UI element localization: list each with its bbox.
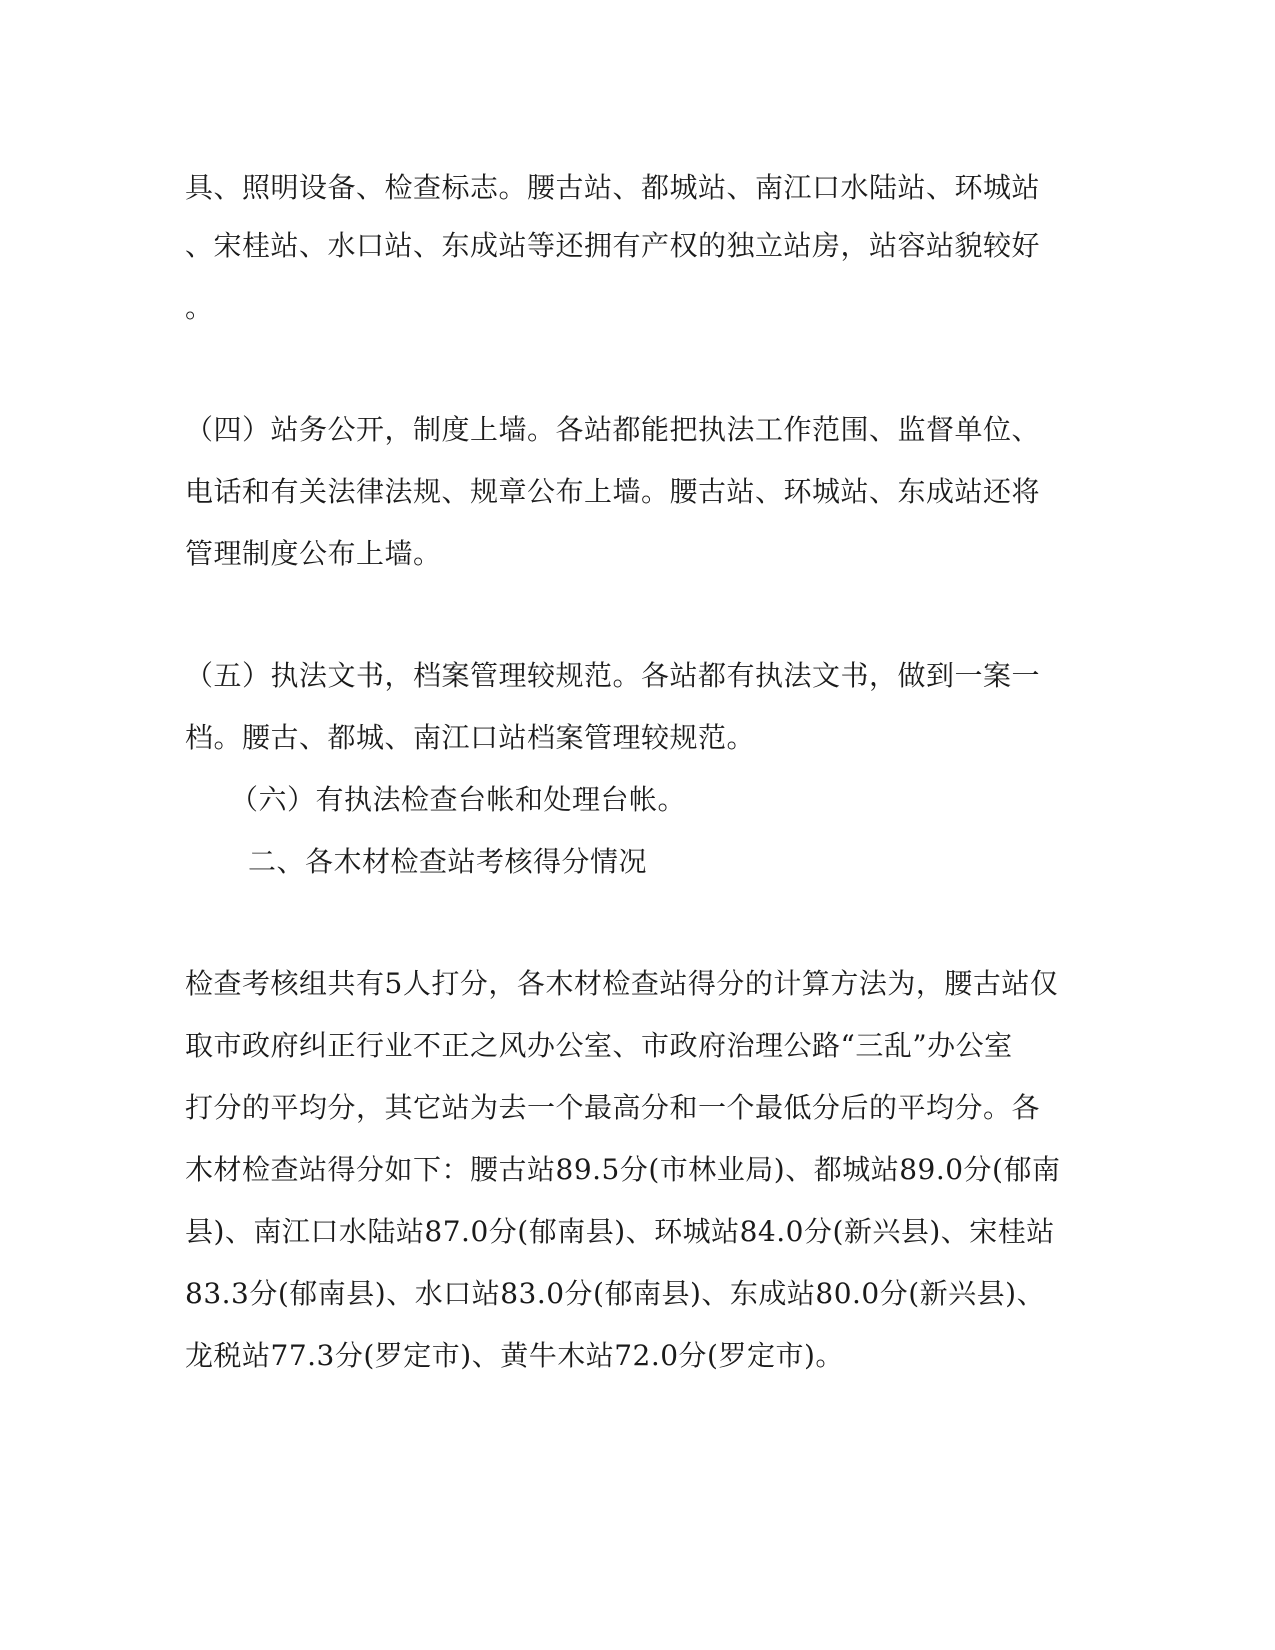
section-two-heading: 二、各木材检查站考核得分情况: [248, 845, 648, 878]
paragraph-line-2: 、宋桂站、水口站、东成站等还拥有产权的独立站房，站容站貌较好: [185, 229, 1041, 262]
paragraph-line-3: 。: [185, 291, 214, 324]
scores-paragraph-line-1: 检查考核组共有5人打分，各木材检查站得分的计算方法为，腰古站仅: [185, 967, 1059, 1000]
section-four-line-1: （四）站务公开，制度上墙。各站都能把执法工作范围、监督单位、: [185, 413, 1041, 446]
scores-paragraph-line-4: 木材检查站得分如下：腰古站89.5分(市林业局)、都城站89.0分(郁南: [185, 1153, 1061, 1186]
scores-paragraph-line-5: 县)、南江口水陆站87.0分(郁南县)、环城站84.0分(新兴县)、宋桂站: [185, 1215, 1055, 1248]
scores-paragraph-line-7: 龙税站77.3分(罗定市)、黄牛木站72.0分(罗定市)。: [185, 1339, 844, 1372]
section-four-line-3: 管理制度公布上墙。: [185, 537, 442, 570]
scores-paragraph-line-3: 打分的平均分，其它站为去一个最高分和一个最低分后的平均分。各: [185, 1091, 1041, 1124]
section-five-line-1: （五）执法文书，档案管理较规范。各站都有执法文书，做到一案一: [185, 659, 1041, 692]
section-five-line-2: 档。腰古、都城、南江口站档案管理较规范。: [185, 721, 756, 754]
scores-paragraph-line-2: 取市政府纠正行业不正之风办公室、市政府治理公路“三乱”办公室: [185, 1029, 1013, 1062]
scores-paragraph-line-6: 83.3分(郁南县)、水口站83.0分(郁南县)、东成站80.0分(新兴县)、: [185, 1277, 1046, 1310]
section-six-heading: （六）有执法检查台帐和处理台帐。: [230, 783, 687, 816]
paragraph-line-1: 具、照明设备、检查标志。腰古站、都城站、南江口水陆站、环城站: [185, 171, 1041, 204]
section-four-line-2: 电话和有关法律法规、规章公布上墙。腰古站、环城站、东成站还将: [185, 475, 1041, 508]
